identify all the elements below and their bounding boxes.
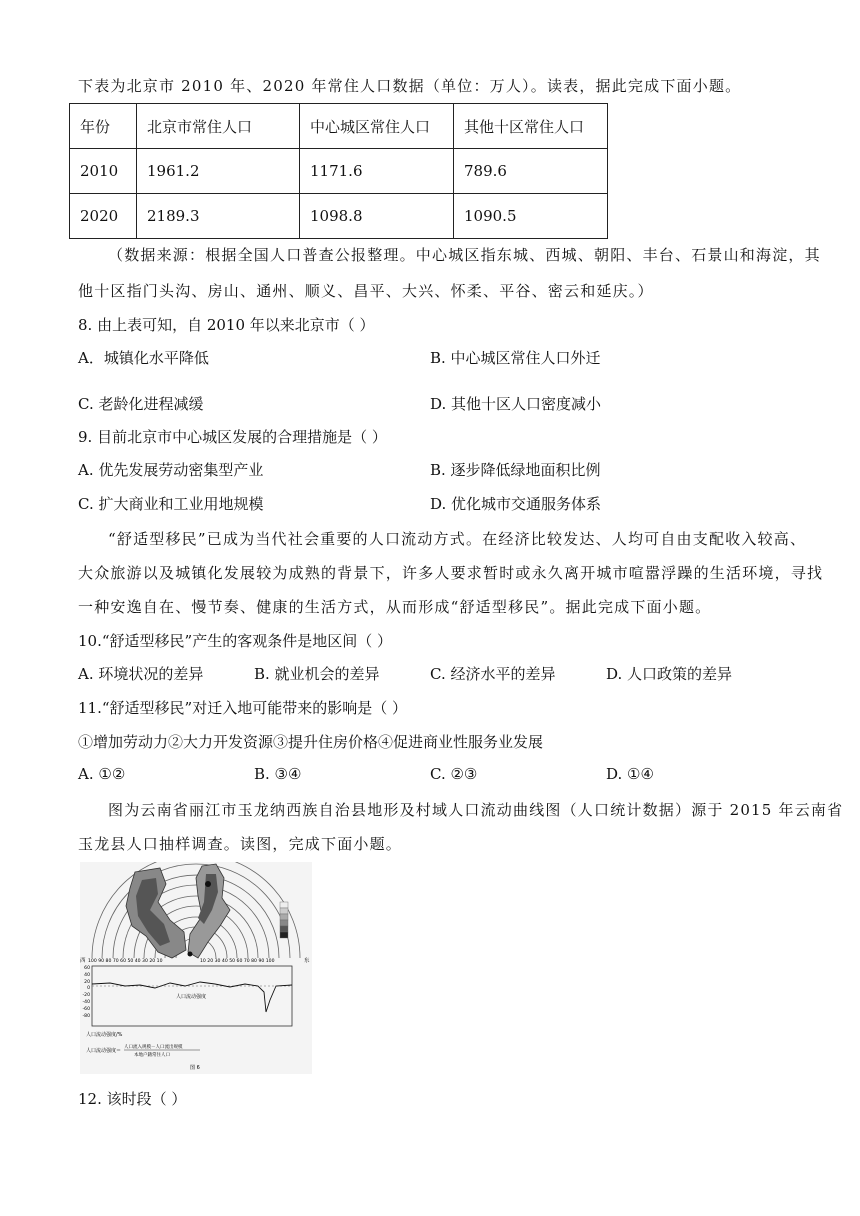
- table-cell: 1171.6: [300, 149, 454, 194]
- svg-text:-60: -60: [82, 1007, 90, 1012]
- svg-text:0: 0: [87, 986, 90, 991]
- q12-stem: 12. 该时段（ ）: [78, 1090, 187, 1108]
- q10-option-d: D. 人口政策的差异: [606, 665, 733, 683]
- q10-option-a: A. 环境状况的差异: [78, 665, 204, 683]
- svg-text:60: 60: [84, 966, 90, 971]
- figure-caption: 图 6: [190, 1065, 200, 1071]
- intro-text: 下表为北京市 2010 年、2020 年常住人口数据（单位：万人）。读表，据此完成下面小题。: [78, 77, 742, 95]
- q11-option-c: C. ②③: [430, 765, 478, 783]
- table-row: [70, 149, 608, 194]
- q11-stem: 11.“舒适型移民”对迁入地可能带来的影响是（ ）: [78, 699, 407, 717]
- source-note-line1: （数据来源：根据全国人口普查公报整理。中心城区指东城、西城、朝阳、丰台、石景山和海淀，其: [108, 246, 821, 264]
- q8-option-a: A．城镇化水平降低: [78, 349, 209, 367]
- migration-para-line2: 大众旅游以及城镇化发展较为成熟的背景下，许多人要求暂时或永久离开城市喧嚣浮躁的生活环境，寻找: [78, 564, 824, 582]
- svg-text:40: 40: [84, 973, 90, 978]
- migration-para-line3: 一种安逸自在、慢节奏、健康的生活方式，从而形成“舒适型移民”。据此完成下面小题。: [78, 598, 712, 616]
- q8-stem: 8. 由上表可知，自 2010 年以来北京市（ ）: [78, 316, 375, 334]
- svg-text:-40: -40: [82, 1000, 90, 1005]
- y-axis-label: 人口流动强度/%: [86, 1032, 123, 1038]
- terrain-peak-marker: [205, 881, 211, 887]
- svg-text:-80: -80: [82, 1014, 90, 1019]
- q10-stem: 10.“舒适型移民”产生的客观条件是地区间（ ）: [78, 632, 392, 650]
- svg-text:20: 20: [84, 980, 90, 985]
- q9-option-c: C. 扩大商业和工业用地规模: [78, 495, 264, 513]
- q11-items: ①增加劳动力②大力开发资源③提升住房价格④促进商业性服务业发展: [78, 733, 544, 751]
- q11-option-b: B. ③④: [254, 765, 302, 783]
- curve-label: 人口流动强度: [176, 994, 207, 1000]
- q10-option-b: B. 就业机会的差异: [254, 665, 380, 683]
- elevation-legend: [280, 902, 288, 938]
- table-header-row: [70, 104, 608, 149]
- figure-intro-line1: 图为云南省丽江市玉龙纳西族自治县地形及村域人口流动曲线图（人口统计数据）源于 2015 年云南省: [108, 801, 844, 819]
- q9-option-a: A. 优先发展劳动密集型产业: [78, 461, 264, 479]
- q8-option-d: D. 其他十区人口密度减小: [430, 395, 602, 413]
- q9-option-b: B. 逐步降低绿地面积比例: [430, 461, 601, 479]
- figure-intro-line2: 玉龙县人口抽样调查。读图，完成下面小题。: [78, 835, 403, 853]
- table-cell: 1098.8: [300, 194, 454, 239]
- q9-option-d: D. 优化城市交通服务体系: [430, 495, 602, 513]
- population-table: [69, 103, 608, 239]
- terrain-migration-figure: [80, 862, 312, 1074]
- table-cell: 1961.2: [137, 149, 300, 194]
- table-cell: 2010: [70, 149, 137, 194]
- source-note-line2: 他十区指门头沟、房山、通州、顺义、昌平、大兴、怀柔、平谷、密云和延庆。）: [78, 282, 654, 300]
- formula-denominator: 本地户籍常住人口: [134, 1053, 170, 1058]
- county-seat-marker: [188, 952, 193, 957]
- migration-para-line1: “舒适型移民”已成为当代社会重要的人口流动方式。在经济比较发达、人均可自由支配收入较高、: [108, 530, 807, 548]
- q10-option-c: C. 经济水平的差异: [430, 665, 556, 683]
- formula-left: 人口流动强度＝: [86, 1048, 122, 1054]
- header-cell: 年份: [70, 104, 137, 149]
- header-cell: 其他十区常住人口: [454, 104, 608, 149]
- q8-option-b: B. 中心城区常住人口外迁: [430, 349, 601, 367]
- east-label: 东: [304, 958, 310, 964]
- table-cell: 2189.3: [137, 194, 300, 239]
- scale-right-labels: 10 20 30 40 50 60 70 80 90 100: [200, 959, 275, 964]
- formula-numerator: 人口流入规模－人口流出规模: [124, 1045, 183, 1050]
- table-cell: 2020: [70, 194, 137, 239]
- svg-text:-20: -20: [82, 993, 90, 998]
- header-cell: 北京市常住人口: [137, 104, 300, 149]
- scale-left-labels: 100 90 80 70 60 50 40 30 20 10: [88, 959, 163, 964]
- table-cell: 789.6: [454, 149, 608, 194]
- header-cell: 中心城区常住人口: [300, 104, 454, 149]
- q8-option-c: C. 老龄化进程减缓: [78, 395, 204, 413]
- q11-option-a: A. ①②: [78, 765, 126, 783]
- west-label: 西: [80, 958, 86, 964]
- q9-stem: 9. 目前北京市中心城区发展的合理措施是（ ）: [78, 428, 387, 446]
- figure-background: [80, 862, 312, 1074]
- q11-option-d: D. ①④: [606, 765, 654, 783]
- table-row: [70, 194, 608, 239]
- table-cell: 1090.5: [454, 194, 608, 239]
